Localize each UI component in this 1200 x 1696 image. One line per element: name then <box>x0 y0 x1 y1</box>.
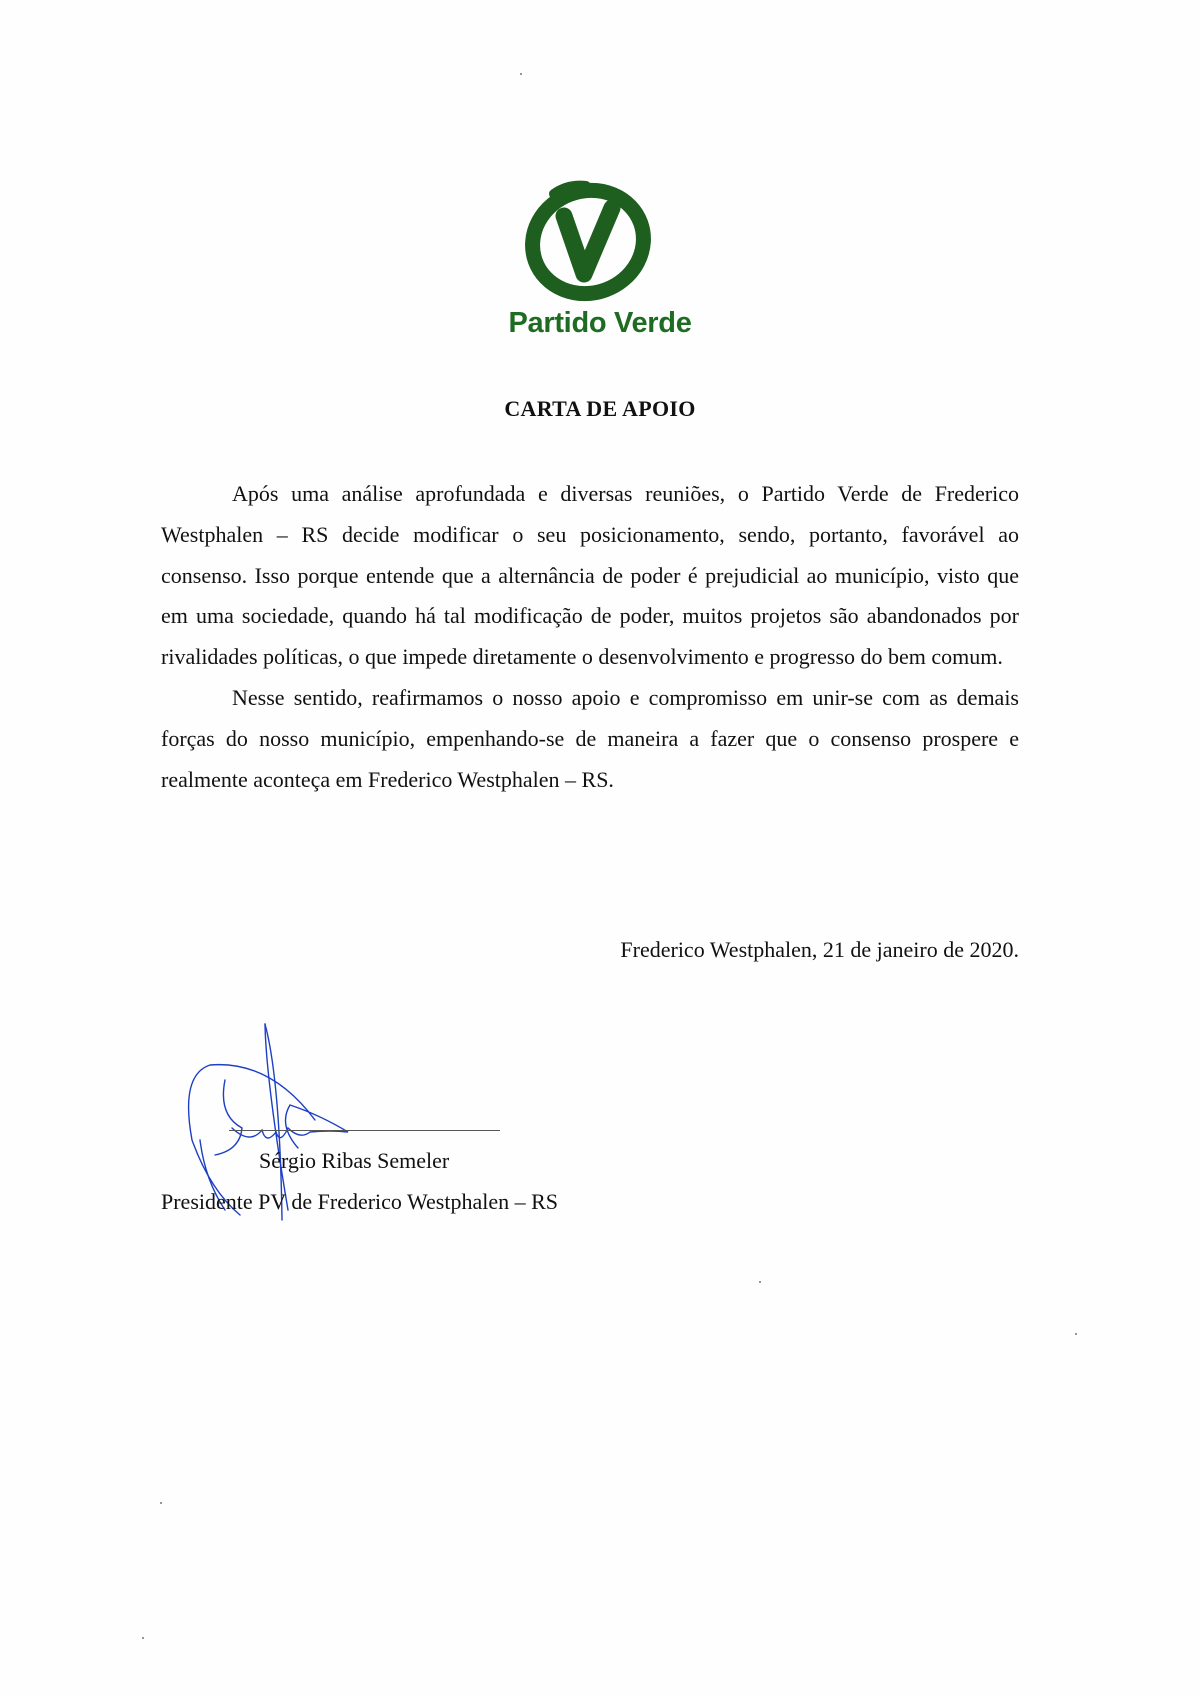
signer-name: Sérgio Ribas Semeler <box>259 1148 450 1173</box>
scan-speck <box>1075 1333 1077 1335</box>
scan-speck <box>142 1637 144 1639</box>
scan-speck <box>759 1281 761 1283</box>
signature-line <box>229 1130 500 1131</box>
body-paragraph: Nesse sentido, reafirmamos o nosso apoio e compromisso em unir-se com as demais forças do nosso município, empenhando-se de maneira a fazer que o consenso prospere e realmente aconteça em Frederico Westphalen – RS. <box>161 684 1019 792</box>
letter-body <box>161 474 1019 800</box>
scan-speck <box>520 73 522 75</box>
signer-role: Presidente PV de Frederico Westphalen – RS <box>161 1189 559 1214</box>
party-name: Partido Verde <box>508 307 692 339</box>
scan-speck <box>160 1502 162 1504</box>
body-paragraph: Após uma análise aprofundada e diversas reuniões, o Partido Verde de Frederico Westphalen – RS decide modificar o seu posicionamento, sendo, portanto, favorável ao consenso. Isso porque entende que a alternância de poder é prejudicial ao município, visto que em uma sociedade, quando há tal modificação de poder, muitos projetos são abandonados por rivalidades políticas, o que impede diretamente o desenvolvimento e progresso do bem comum. <box>161 481 1019 670</box>
partido-verde-v-logo-icon <box>516 176 660 306</box>
date-line: Frederico Westphalen, 21 de janeiro de 2020. <box>620 937 1019 962</box>
document-title: CARTA DE APOIO <box>504 396 696 421</box>
